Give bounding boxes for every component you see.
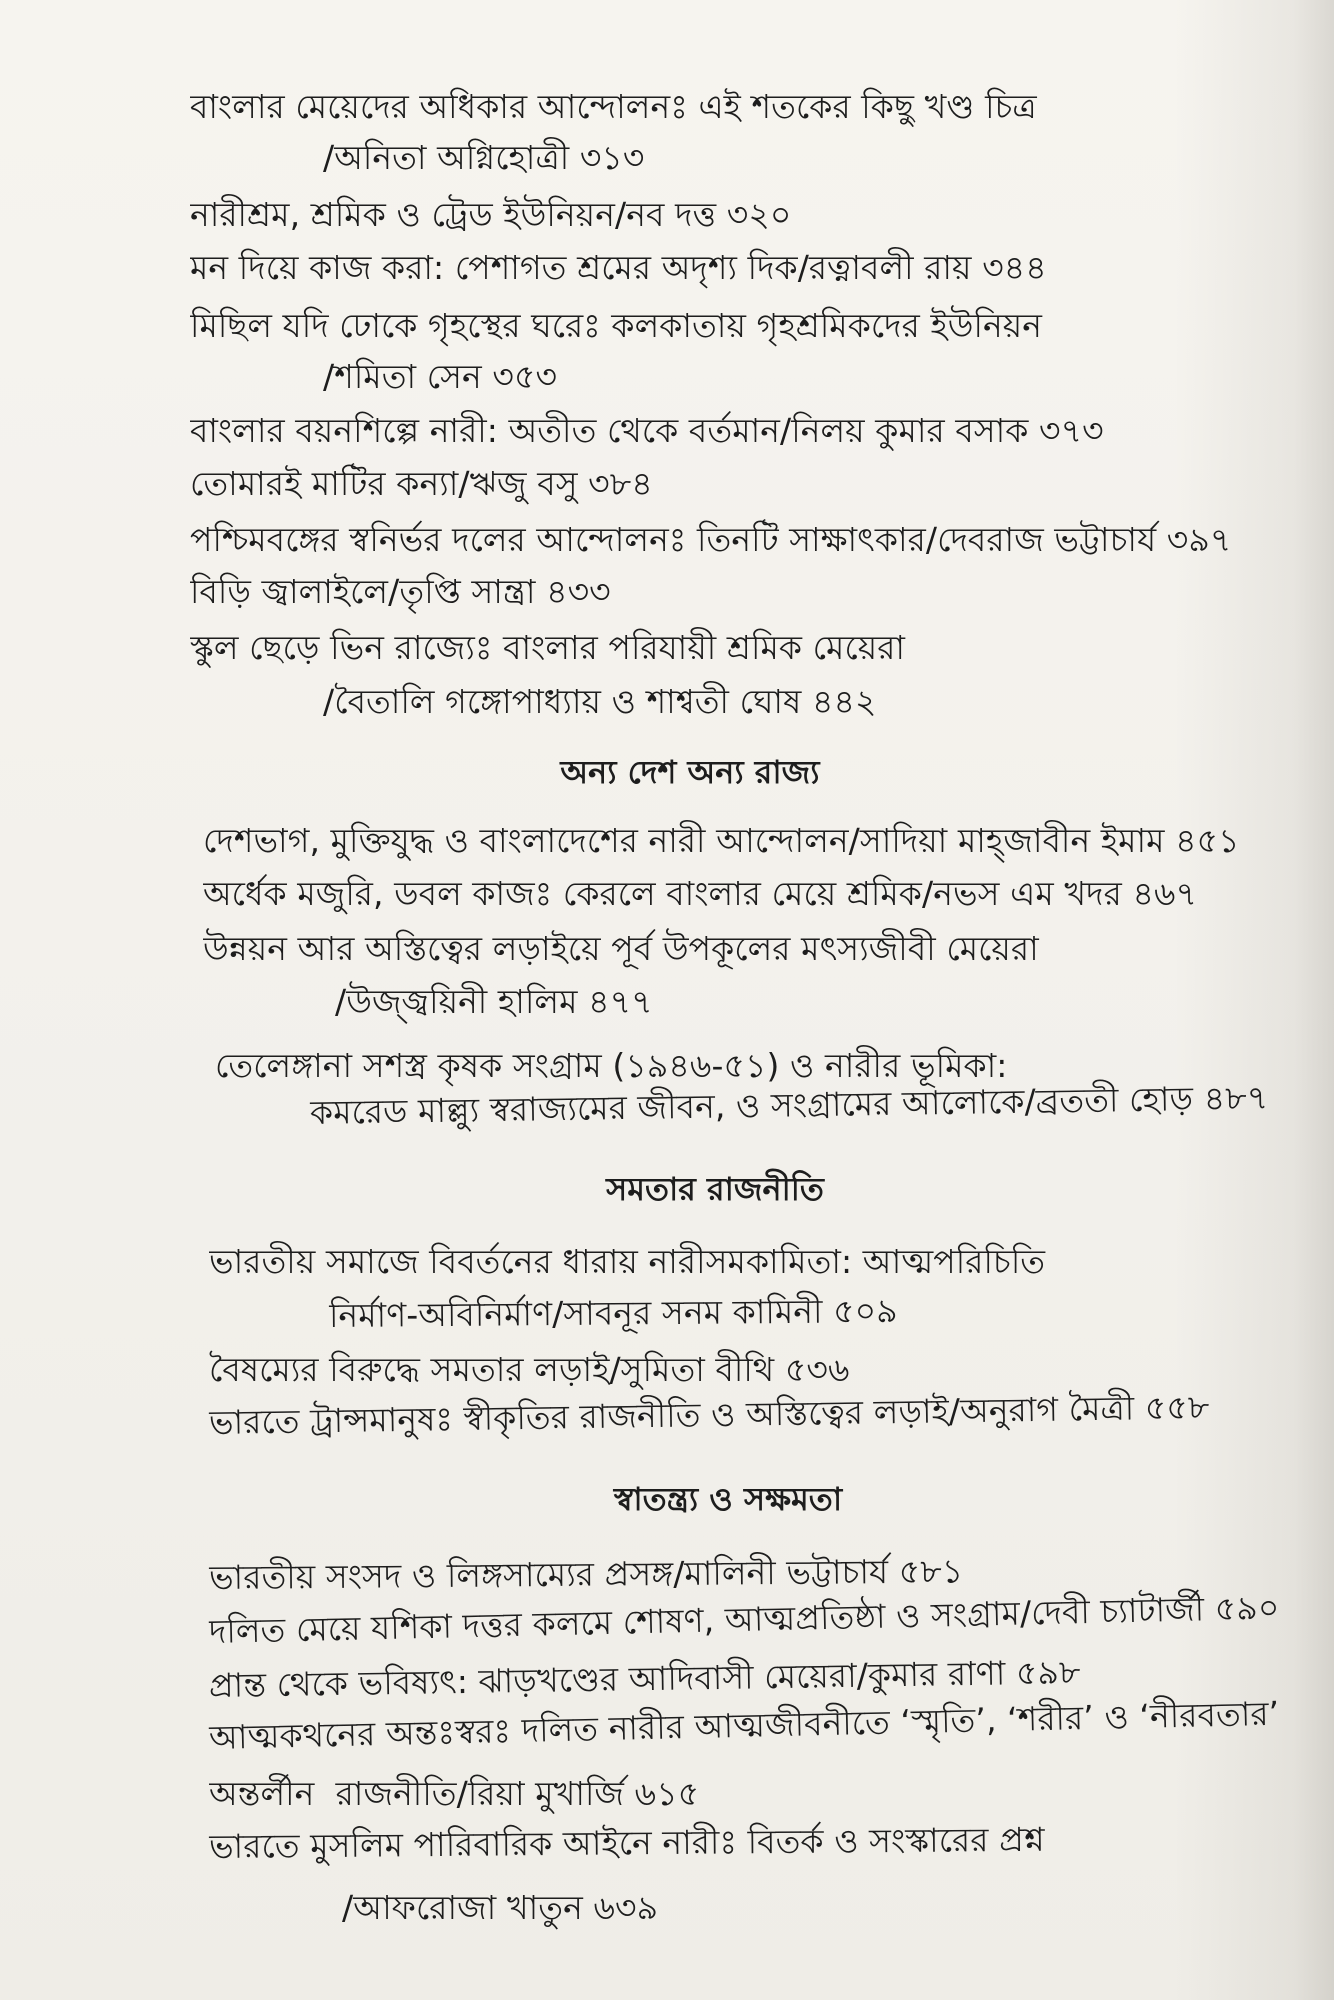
- section-heading: সমতার রাজনীতি: [606, 1170, 824, 1208]
- toc-entry-title: নারীশ্রম, শ্রমিক ও ট্রেড ইউনিয়ন/নব দত্ত ৩২০: [190, 195, 792, 234]
- toc-entry-title: দলিত মেয়ে যশিকা দত্তর কলমে শোষণ, আত্মপ্রতিষ্ঠা ও সংগ্রাম/দেবী চ্যাটার্জী ৫৯০: [208, 1587, 1280, 1651]
- toc-entry-author-page: /উজ্জ্বয়িনী হালিম ৪৭৭: [335, 982, 653, 1021]
- toc-entry-title: বৈষম্যের বিরুদ্ধে সমতার লড়াই/সুমিতা বীথি ৫৩৬: [209, 1350, 850, 1389]
- toc-entry-title: প্রান্ত থেকে ভবিষ্যৎ: ঝাড়খণ্ডের আদিবাসী মেয়েরা/কুমার রাণা ৫৯৮: [208, 1652, 1081, 1705]
- toc-entry-title: পশ্চিমবঙ্গের স্বনির্ভর দলের আন্দোলনঃ তিনটি সাক্ষাৎকার/দেবরাজ ভট্টাচার্য ৩৯৭: [190, 520, 1232, 559]
- toc-entry-title: ভারতীয় সমাজে বিবর্তনের ধারায় নারীসমকামিতা: আত্মপরিচিতি: [209, 1242, 1046, 1281]
- toc-entry-title: ভারতে মুসলিম পারিবারিক আইনে নারীঃ বিতর্ক ও সংস্কারের প্রশ্ন: [208, 1819, 1045, 1866]
- toc-entry-title: বিড়ি জ্বালাইলে/তৃপ্তি সান্ত্রা ৪৩৩: [190, 572, 611, 611]
- toc-entry-author-page: কমরেড মাল্ল্যু স্বরাজ্যমের জীবন, ও সংগ্রামের আলোকে/ব্রততী হোড় ৪৮৭: [309, 1077, 1269, 1132]
- toc-entry-title: ভারতীয় সংসদ ও লিঙ্গসাম্যের প্রসঙ্গ/মালিনী ভট্টাচার্য ৫৮১: [208, 1551, 964, 1597]
- toc-entry-author-page: /শমিতা সেন ৩৫৩: [323, 357, 558, 396]
- toc-entry-title: তেলেঙ্গানা সশস্ত্র কৃষক সংগ্রাম (১৯৪৬-৫১) ও নারীর ভূমিকা:: [215, 1046, 1008, 1085]
- toc-entry-title: মিছিল যদি ঢোকে গৃহস্থের ঘরেঃ কলকাতায় গৃহশ্রমিকদের ইউনিয়ন: [190, 306, 1043, 345]
- toc-entry-title: বাংলার মেয়েদের অধিকার আন্দোলনঃ এই শতকের কিছু খণ্ড চিত্র: [190, 87, 1037, 126]
- toc-entry-title: আত্মকথনের অন্তঃস্বরঃ দলিত নারীর আত্মজীবনীতে ‘স্মৃতি’, ‘শরীর’ ও ‘নীরবতার’: [208, 1693, 1280, 1757]
- toc-entry-author-page: /বৈতালি গঙ্গোপাধ্যায় ও শাশ্বতী ঘোষ ৪৪২: [323, 682, 877, 721]
- toc-entry-title-continuation: অন্তর্লীন রাজনীতি/রিয়া মুখার্জি ৬১৫: [209, 1774, 700, 1813]
- section-heading: স্বাতন্ত্র্য ও সক্ষমতা: [613, 1480, 843, 1518]
- section-heading: অন্য দেশ অন্য রাজ্য: [560, 753, 820, 791]
- toc-entry-author-page: /অনিতা অগ্নিহোত্রী ৩১৩: [323, 138, 645, 177]
- toc-entry-title: স্কুল ছেড়ে ভিন রাজ্যেঃ বাংলার পরিযায়ী শ্রমিক মেয়েরা: [190, 628, 906, 667]
- toc-entry-author-page: /আফরোজা খাতুন ৬৩৯: [342, 1888, 659, 1927]
- toc-entry-author-page: নির্মাণ-অবিনির্মাণ/সাবনূর সনম কামিনী ৫০৯: [328, 1291, 898, 1335]
- toc-entry-title: তোমারই মাটির কন্যা/ঋজু বসু ৩৮৪: [190, 464, 653, 503]
- toc-entry-title: মন দিয়ে কাজ করা: পেশাগত শ্রমের অদৃশ্য দিক/রত্নাবলী রায় ৩৪৪: [190, 248, 1047, 287]
- toc-entry-title: অর্ধেক মজুরি, ডবল কাজঃ কেরলে বাংলার মেয়ে শ্রমিক/নভস এম খদর ৪৬৭: [203, 874, 1198, 913]
- toc-entry-title: বাংলার বয়নশিল্পে নারী: অতীত থেকে বর্তমান/নিলয় কুমার বসাক ৩৭৩: [190, 411, 1104, 450]
- toc-entry-title: দেশভাগ, মুক্তিযুদ্ধ ও বাংলাদেশের নারী আন্দোলন/সাদিয়া মাহ্জাবীন ইমাম ৪৫১: [203, 821, 1240, 860]
- toc-entry-title: ভারতে ট্রান্সমানুষঃ স্বীকৃতির রাজনীতি ও অস্তিত্বের লড়াই/অনুরাগ মৈত্রী ৫৫৮: [208, 1387, 1210, 1442]
- toc-entry-title: উন্নয়ন আর অস্তিত্বের লড়াইয়ে পূর্ব উপকূলের মৎস্যজীবী মেয়েরা: [203, 929, 1039, 968]
